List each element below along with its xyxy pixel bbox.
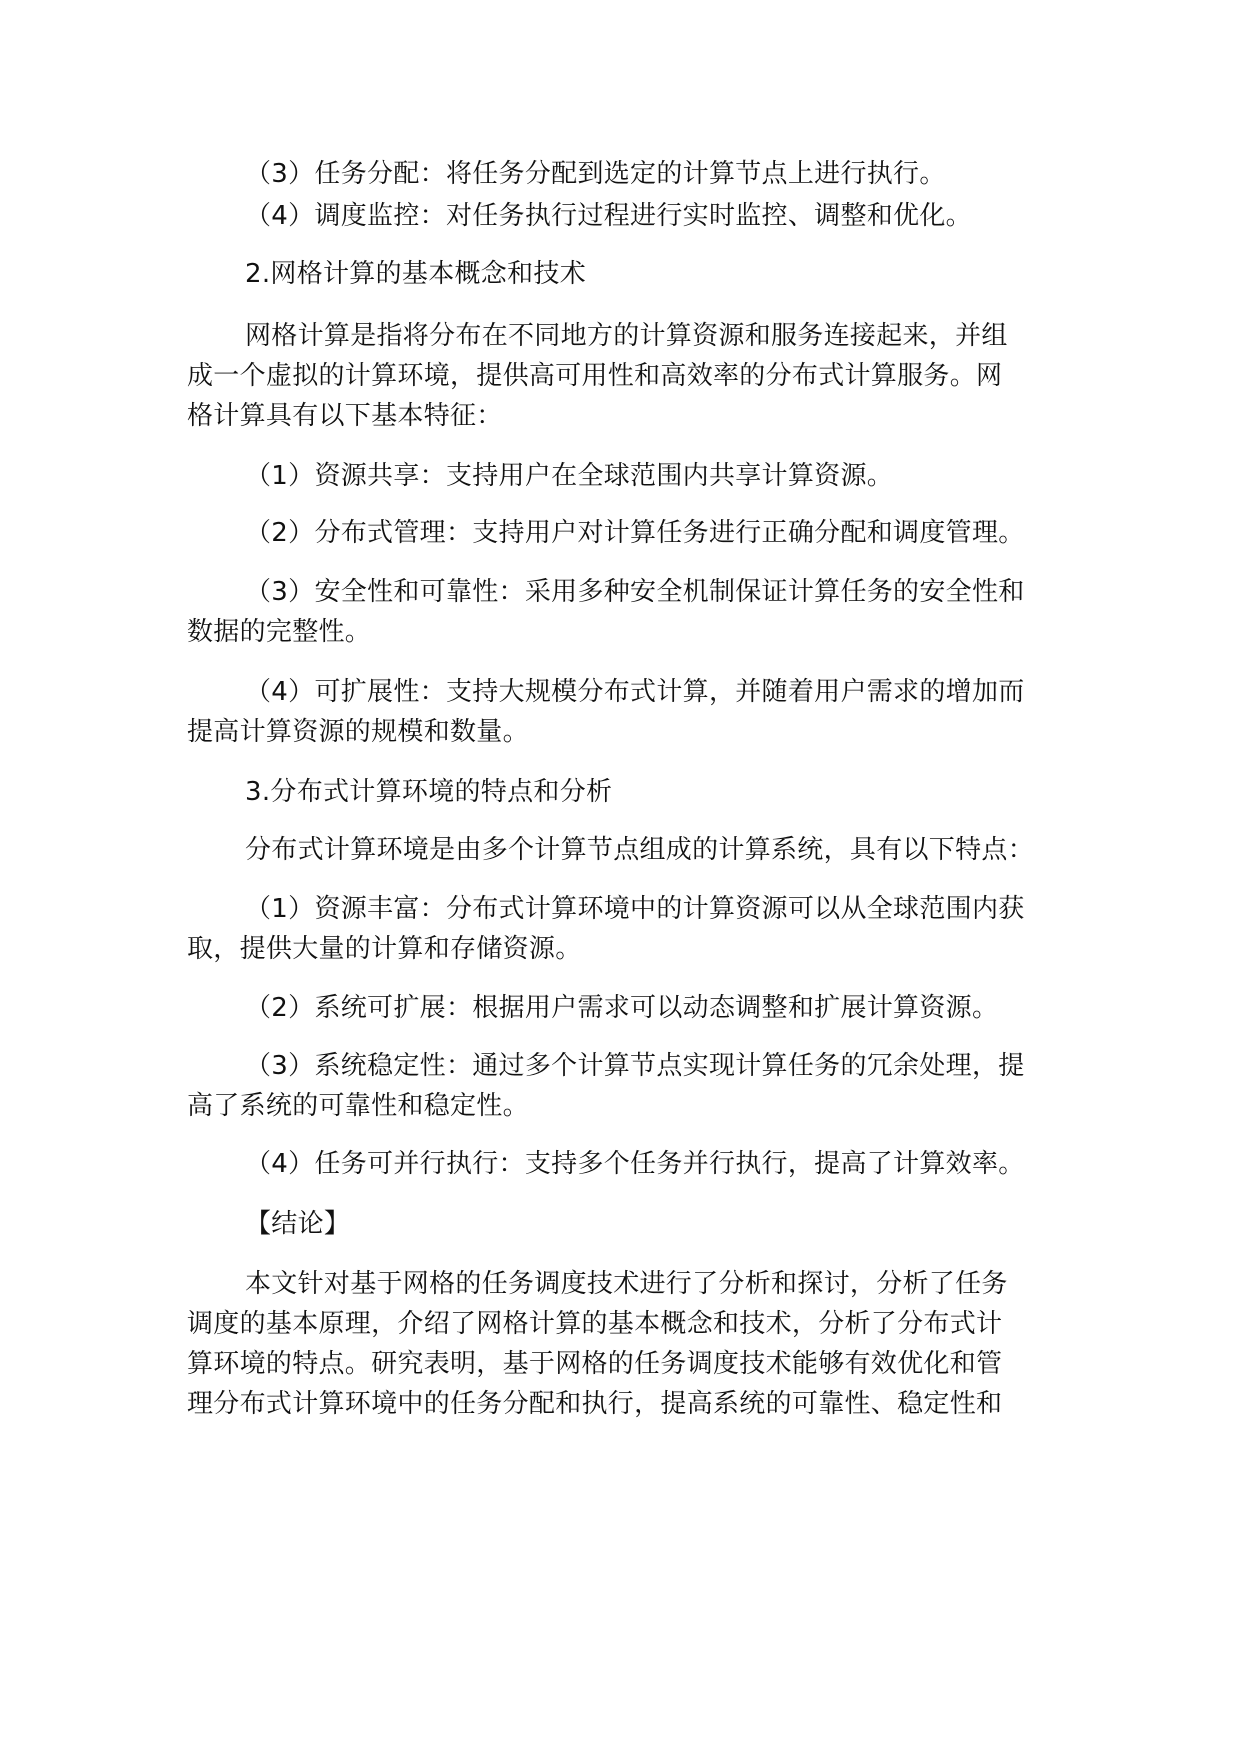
paragraph-line: 分布式计算环境是由多个计算节点组成的计算系统，具有以下特点： [245,835,1035,865]
list-item-scheduling-monitoring: （4）调度监控：对任务执行过程进行实时监控、调整和优化。 [245,201,972,231]
list-item-distributed-management: （2）分布式管理：支持用户对计算任务进行正确分配和调度管理。 [245,518,1025,548]
list-item-resource-sharing: （1）资源共享：支持用户在全球范围内共享计算资源。 [245,461,894,491]
list-item-task-allocation: （3）任务分配：将任务分配到选定的计算节点上进行执行。 [245,159,946,189]
paragraph-line: 高了系统的可靠性和稳定性。 [187,1091,529,1121]
paragraph-line: 算环境的特点。研究表明，基于网格的任务调度技术能够有效优化和管 [187,1349,1003,1379]
paragraph-line: 格计算具有以下基本特征： [187,401,503,431]
paragraph-line: 调度的基本原理，介绍了网格计算的基本概念和技术，分析了分布式计 [187,1309,1003,1339]
paragraph-line: 本文针对基于网格的任务调度技术进行了分析和探讨，分析了任务 [245,1269,1008,1299]
paragraph-line: 网格计算是指将分布在不同地方的计算资源和服务连接起来，并组 [245,321,1008,351]
paragraph-line: 理分布式计算环境中的任务分配和执行，提高系统的可靠性、稳定性和 [187,1389,1003,1419]
section-heading-grid-computing: 2.网格计算的基本概念和技术 [245,259,587,289]
paragraph-line: 成一个虚拟的计算环境，提供高可用性和高效率的分布式计算服务。网 [187,361,1003,391]
list-item-system-scalable: （2）系统可扩展：根据用户需求可以动态调整和扩展计算资源。 [245,993,999,1023]
list-item-scalability: （4）可扩展性：支持大规模分布式计算，并随着用户需求的增加而 [245,677,1025,707]
paragraph-line: 数据的完整性。 [187,617,372,647]
list-item-security-reliability: （3）安全性和可靠性：采用多种安全机制保证计算任务的安全性和 [245,577,1025,607]
list-item-parallel-execution: （4）任务可并行执行：支持多个任务并行执行，提高了计算效率。 [245,1149,1025,1179]
section-heading-distributed-environment: 3.分布式计算环境的特点和分析 [245,777,613,807]
list-item-system-stability: （3）系统稳定性：通过多个计算节点实现计算任务的冗余处理，提 [245,1051,1025,1081]
paragraph-line: 取，提供大量的计算和存储资源。 [187,934,582,964]
list-item-rich-resources: （1）资源丰富：分布式计算环境中的计算资源可以从全球范围内获 [245,894,1025,924]
paragraph-line: 提高计算资源的规模和数量。 [187,717,529,747]
section-heading-conclusion: 【结论】 [245,1209,351,1239]
